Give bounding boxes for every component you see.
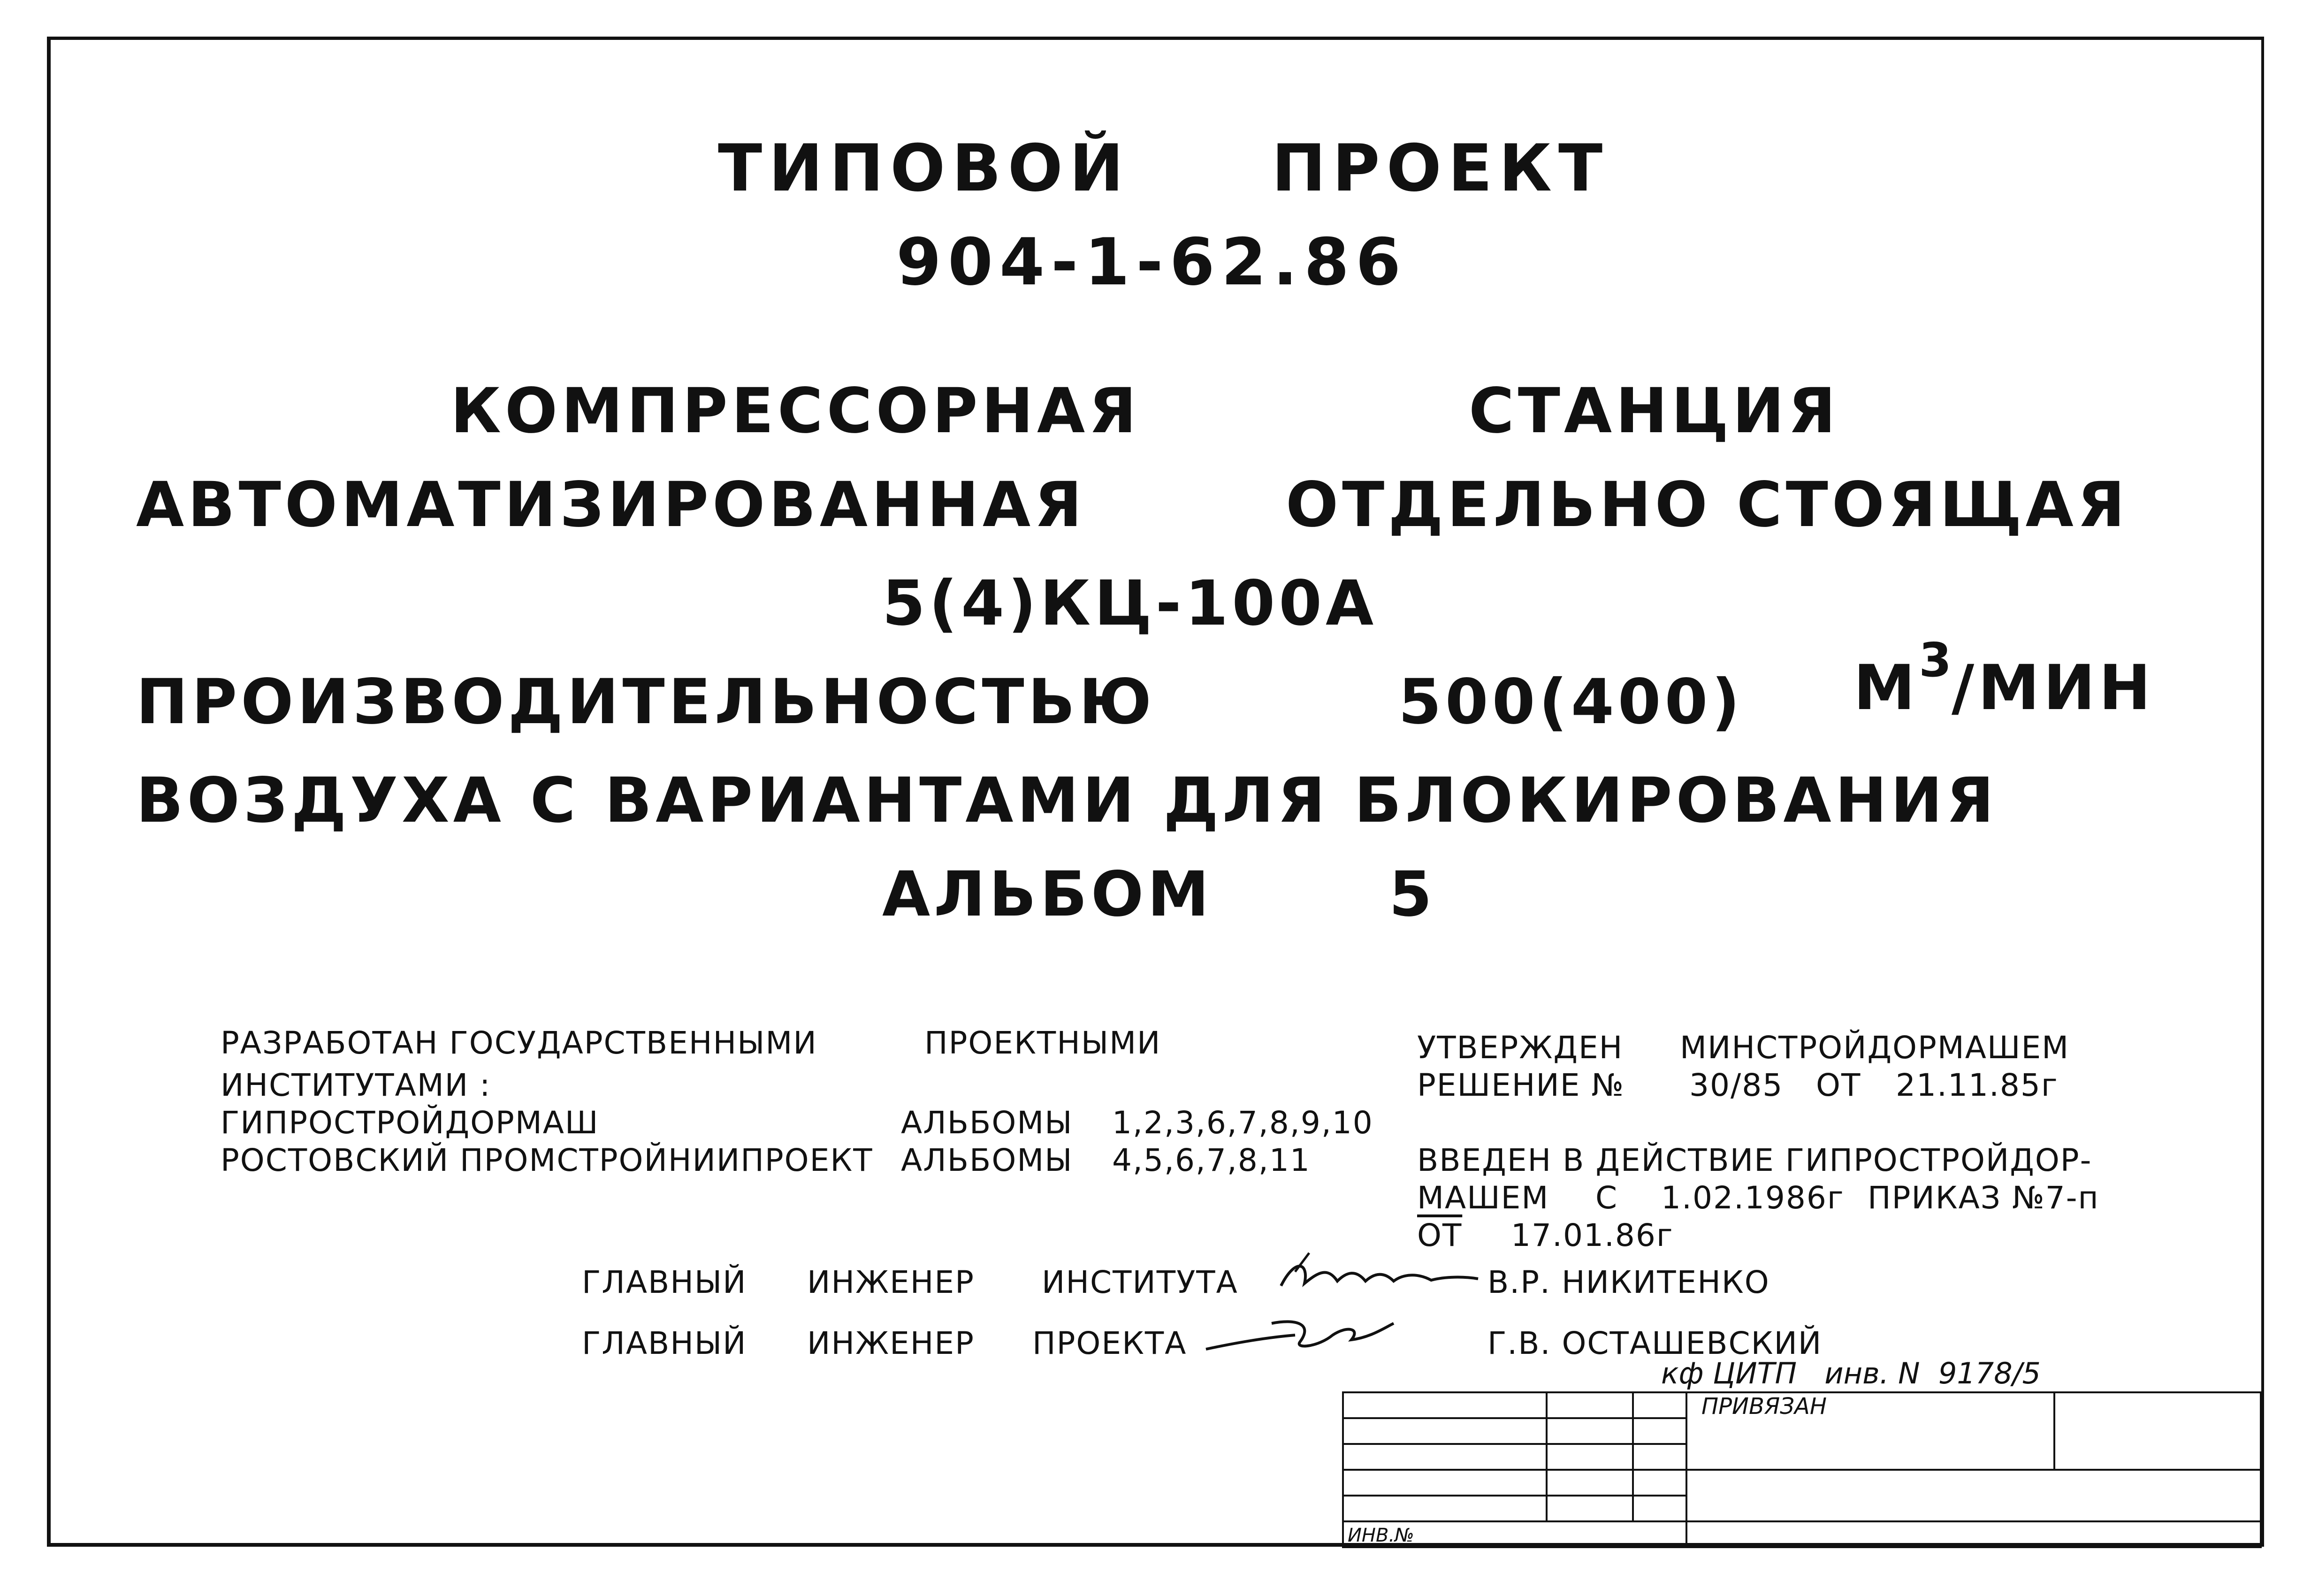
stamp-cell [1633,1392,1686,1418]
signature-2-icon [1201,1309,1398,1361]
stamp-cell [1633,1418,1686,1444]
archive-inventory: кф ЦИТП инв. N 9178/5 [1661,1356,2041,1390]
sign2-name: Г.В. ОСТАШЕВСКИЙ [1487,1325,1823,1361]
sign1-word2: ИНЖЕНЕР [807,1264,975,1300]
stamp-cell [1547,1418,1633,1444]
approved-decision-date: 21.11.85г [1896,1067,2059,1103]
capacity-unit [1853,633,2155,724]
album-number: 5 [1389,858,1436,931]
stamp-cell [1547,1444,1633,1470]
sign2-word3: ПРОЕКТА [1032,1325,1187,1361]
unit-m: М [1853,652,1919,724]
heading-line1-word1: КОМПРЕССОРНАЯ [450,375,1140,447]
enacted-line1: ВВЕДЕН В ДЕЙСТВИЕ ГИПРОСТРОЙДОР- [1417,1142,2092,1178]
heading-line1-word2: СТАНЦИЯ [1469,375,1840,447]
approved-line2c: ОТ [1816,1067,1861,1103]
stamp-cell [1633,1470,1686,1496]
title-line1-word1: ТИПОВОЙ [718,130,1130,206]
sign2-word2: ИНЖЕНЕР [807,1325,975,1361]
stamp-inv-cell [1343,1521,1686,1547]
album-label: АЛЬБОМ [882,858,1213,931]
compressor-model: 5(4)КЦ-100А [882,567,1378,640]
sign1-name: В.Р. НИКИТЕНКО [1487,1264,1770,1300]
unit-exponent: 3 [1919,633,1952,687]
stamp-cell [1547,1470,1633,1496]
sign1-word3: ИНСТИТУТА [1042,1264,1238,1300]
stamp-table [1342,1391,2262,1548]
stamp-cell [1686,1521,2261,1547]
signature-1-icon [1276,1244,1483,1300]
stamp-cell [1686,1470,2261,1521]
order-number: ПРИКАЗ №7-п [1868,1180,2099,1216]
enacted-date: 1.02.1986г [1661,1180,1845,1216]
enacted-line2a: МАШЕМ [1417,1180,1549,1216]
order-date: 17.01.86г [1511,1217,1674,1253]
stamp-cell [1547,1496,1633,1521]
stamp-cell [1343,1444,1547,1470]
sign1-word1: ГЛАВНЫЙ [582,1264,747,1300]
stamp-cell [1343,1418,1547,1444]
heading-line2-word1: АВТОМАТИЗИРОВАННАЯ [136,469,1086,541]
approved-decision-number: 30/85 [1689,1067,1784,1103]
stamp-cell [1343,1470,1547,1496]
order-date-label: ОТ [1417,1217,1463,1253]
stamp-cell [1343,1392,1547,1418]
stamp-cell [1633,1496,1686,1521]
stamp-cell [1343,1496,1547,1521]
institute2-name: РОСТОВСКИЙ ПРОМСТРОЙНИИПРОЕКТ [221,1142,873,1178]
heading-line2-word2: ОТДЕЛЬНО СТОЯЩАЯ [1286,469,2129,541]
capacity-value: 500(400) [1398,666,1744,738]
unit-rest: /МИН [1951,652,2155,724]
institute1-albums: 1,2,3,6,7,8,9,10 [1112,1105,1373,1141]
approved-line2a: РЕШЕНИЕ № [1417,1067,1625,1103]
capacity-label: ПРОИЗВОДИТЕЛЬНОСТЬЮ [136,666,1156,738]
stamp-inv-label: ИНВ.№ [1348,1525,1414,1546]
stamp-cell [2054,1392,2261,1470]
institute2-albums-label: АЛЬБОМЫ [901,1142,1073,1178]
title-line1-word2: ПРОЕКТ [1272,130,1609,206]
institute1-name: ГИПРОСТРОЙДОРМАШ [221,1105,599,1141]
project-number: 904-1-62.86 [896,224,1408,300]
stamp-cell [1633,1444,1686,1470]
developed-line1a: РАЗРАБОТАН ГОСУДАРСТВЕННЫМИ [221,1025,817,1061]
sign2-word1: ГЛАВНЫЙ [582,1325,747,1361]
stamp-bound-cell [1686,1392,2054,1470]
institute1-albums-label: АЛЬБОМЫ [901,1105,1073,1141]
approved-line1b: МИНСТРОЙДОРМАШЕМ [1680,1030,2070,1066]
heading-line5: ВОЗДУХА С ВАРИАНТАМИ ДЛЯ БЛОКИРОВАНИЯ [136,764,1998,837]
stamp-cell [1547,1392,1633,1418]
developed-line2: ИНСТИТУТАМИ : [221,1067,491,1103]
approved-line1a: УТВЕРЖДЕН [1417,1030,1624,1066]
developed-line1b: ПРОЕКТНЫМИ [924,1025,1161,1061]
institute2-albums: 4,5,6,7,8,11 [1112,1142,1311,1178]
stamp-bound-label: ПРИВЯЗАН [1701,1393,1827,1420]
enacted-line2b: С [1595,1180,1618,1216]
